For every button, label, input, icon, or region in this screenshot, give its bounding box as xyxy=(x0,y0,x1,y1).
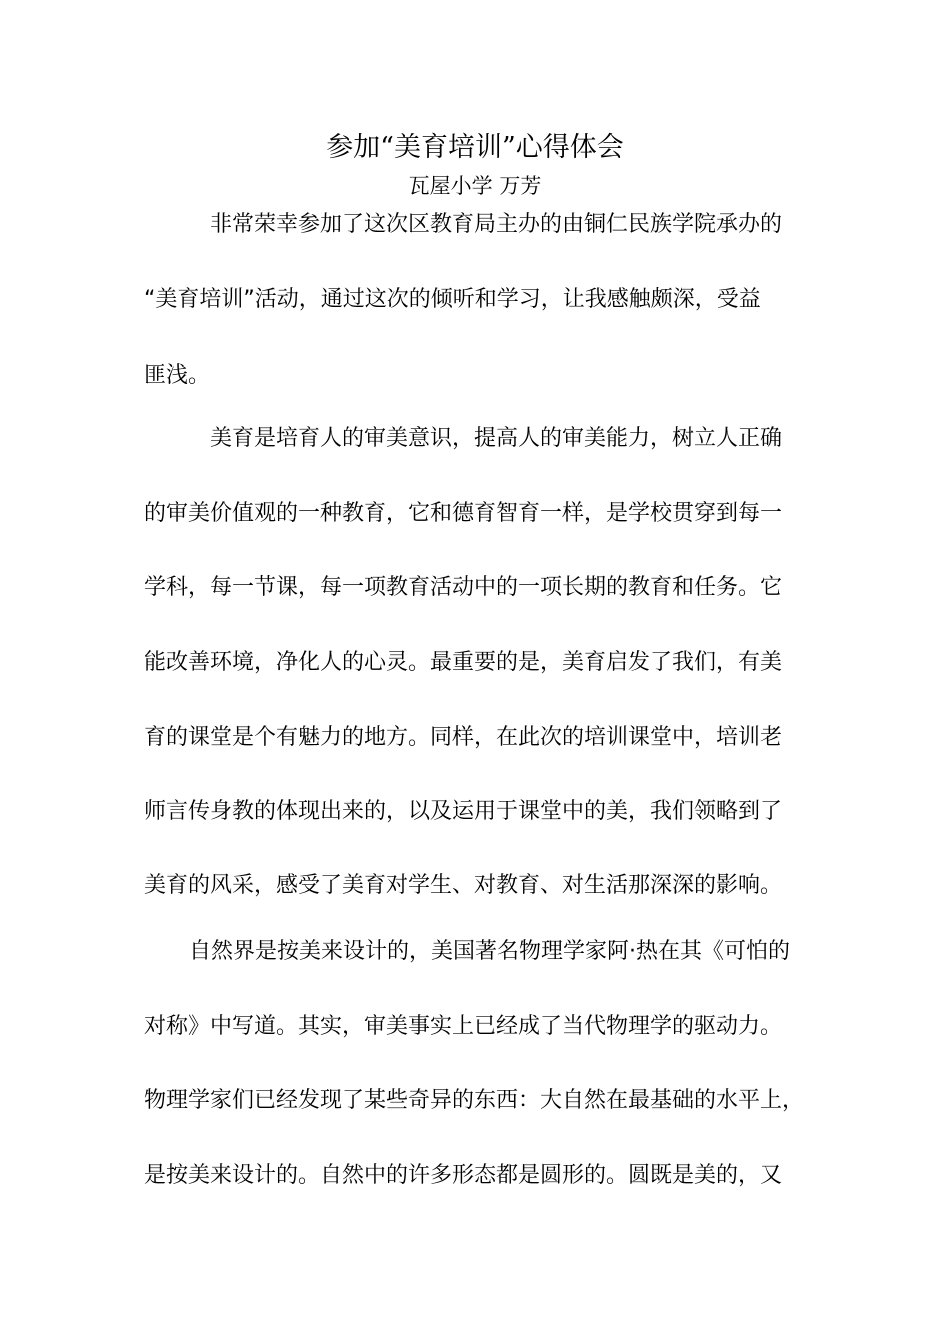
paragraph-line: 匪浅。 xyxy=(144,363,211,388)
paragraph-line: 是按美来设计的。自然中的许多形态都是圆形的。圆既是美的，又 xyxy=(144,1163,783,1188)
paragraph-line: 非常荣幸参加了这次区教育局主办的由铜仁民族学院承办的 xyxy=(210,212,783,237)
paragraph-line: 美育的风采，感受了美育对学生、对教育、对生活那深深的影响。 xyxy=(144,873,783,898)
paragraph-line: 师言传身教的体现出来的，以及运用于课堂中的美，我们领略到了 xyxy=(144,799,783,824)
paragraph-line: 学科，每一节课，每一项教育活动中的一项长期的教育和任务。它 xyxy=(144,575,783,600)
paragraph-line: 物理学家们已经发现了某些奇异的东西：大自然在最基础的水平上， xyxy=(144,1088,805,1113)
paragraph-line: 对称》中写道。其实，审美事实上已经成了当代物理学的驱动力。 xyxy=(144,1014,783,1039)
paragraph-line: 的审美价值观的一种教育，它和德育智育一样，是学校贯穿到每一 xyxy=(144,501,783,526)
paragraph-line: 育的课堂是个有魅力的地方。同样，在此次的培训课堂中，培训老 xyxy=(144,725,783,750)
paragraph-line: “美育培训”活动，通过这次的倾听和学习，让我感触颇深，受益 xyxy=(144,287,761,312)
paragraph-line: 自然界是按美来设计的，美国著名物理学家阿·热在其《可怕的 xyxy=(189,939,790,964)
document-author: 瓦屋小学 万芳 xyxy=(408,174,542,198)
paragraph-line: 美育是培育人的审美意识，提高人的审美能力，树立人正确 xyxy=(210,426,783,451)
document-title: 参加“美育培训”心得体会 xyxy=(326,132,624,163)
paragraph-line: 能改善环境，净化人的心灵。最重要的是，美育启发了我们，有美 xyxy=(144,650,783,675)
